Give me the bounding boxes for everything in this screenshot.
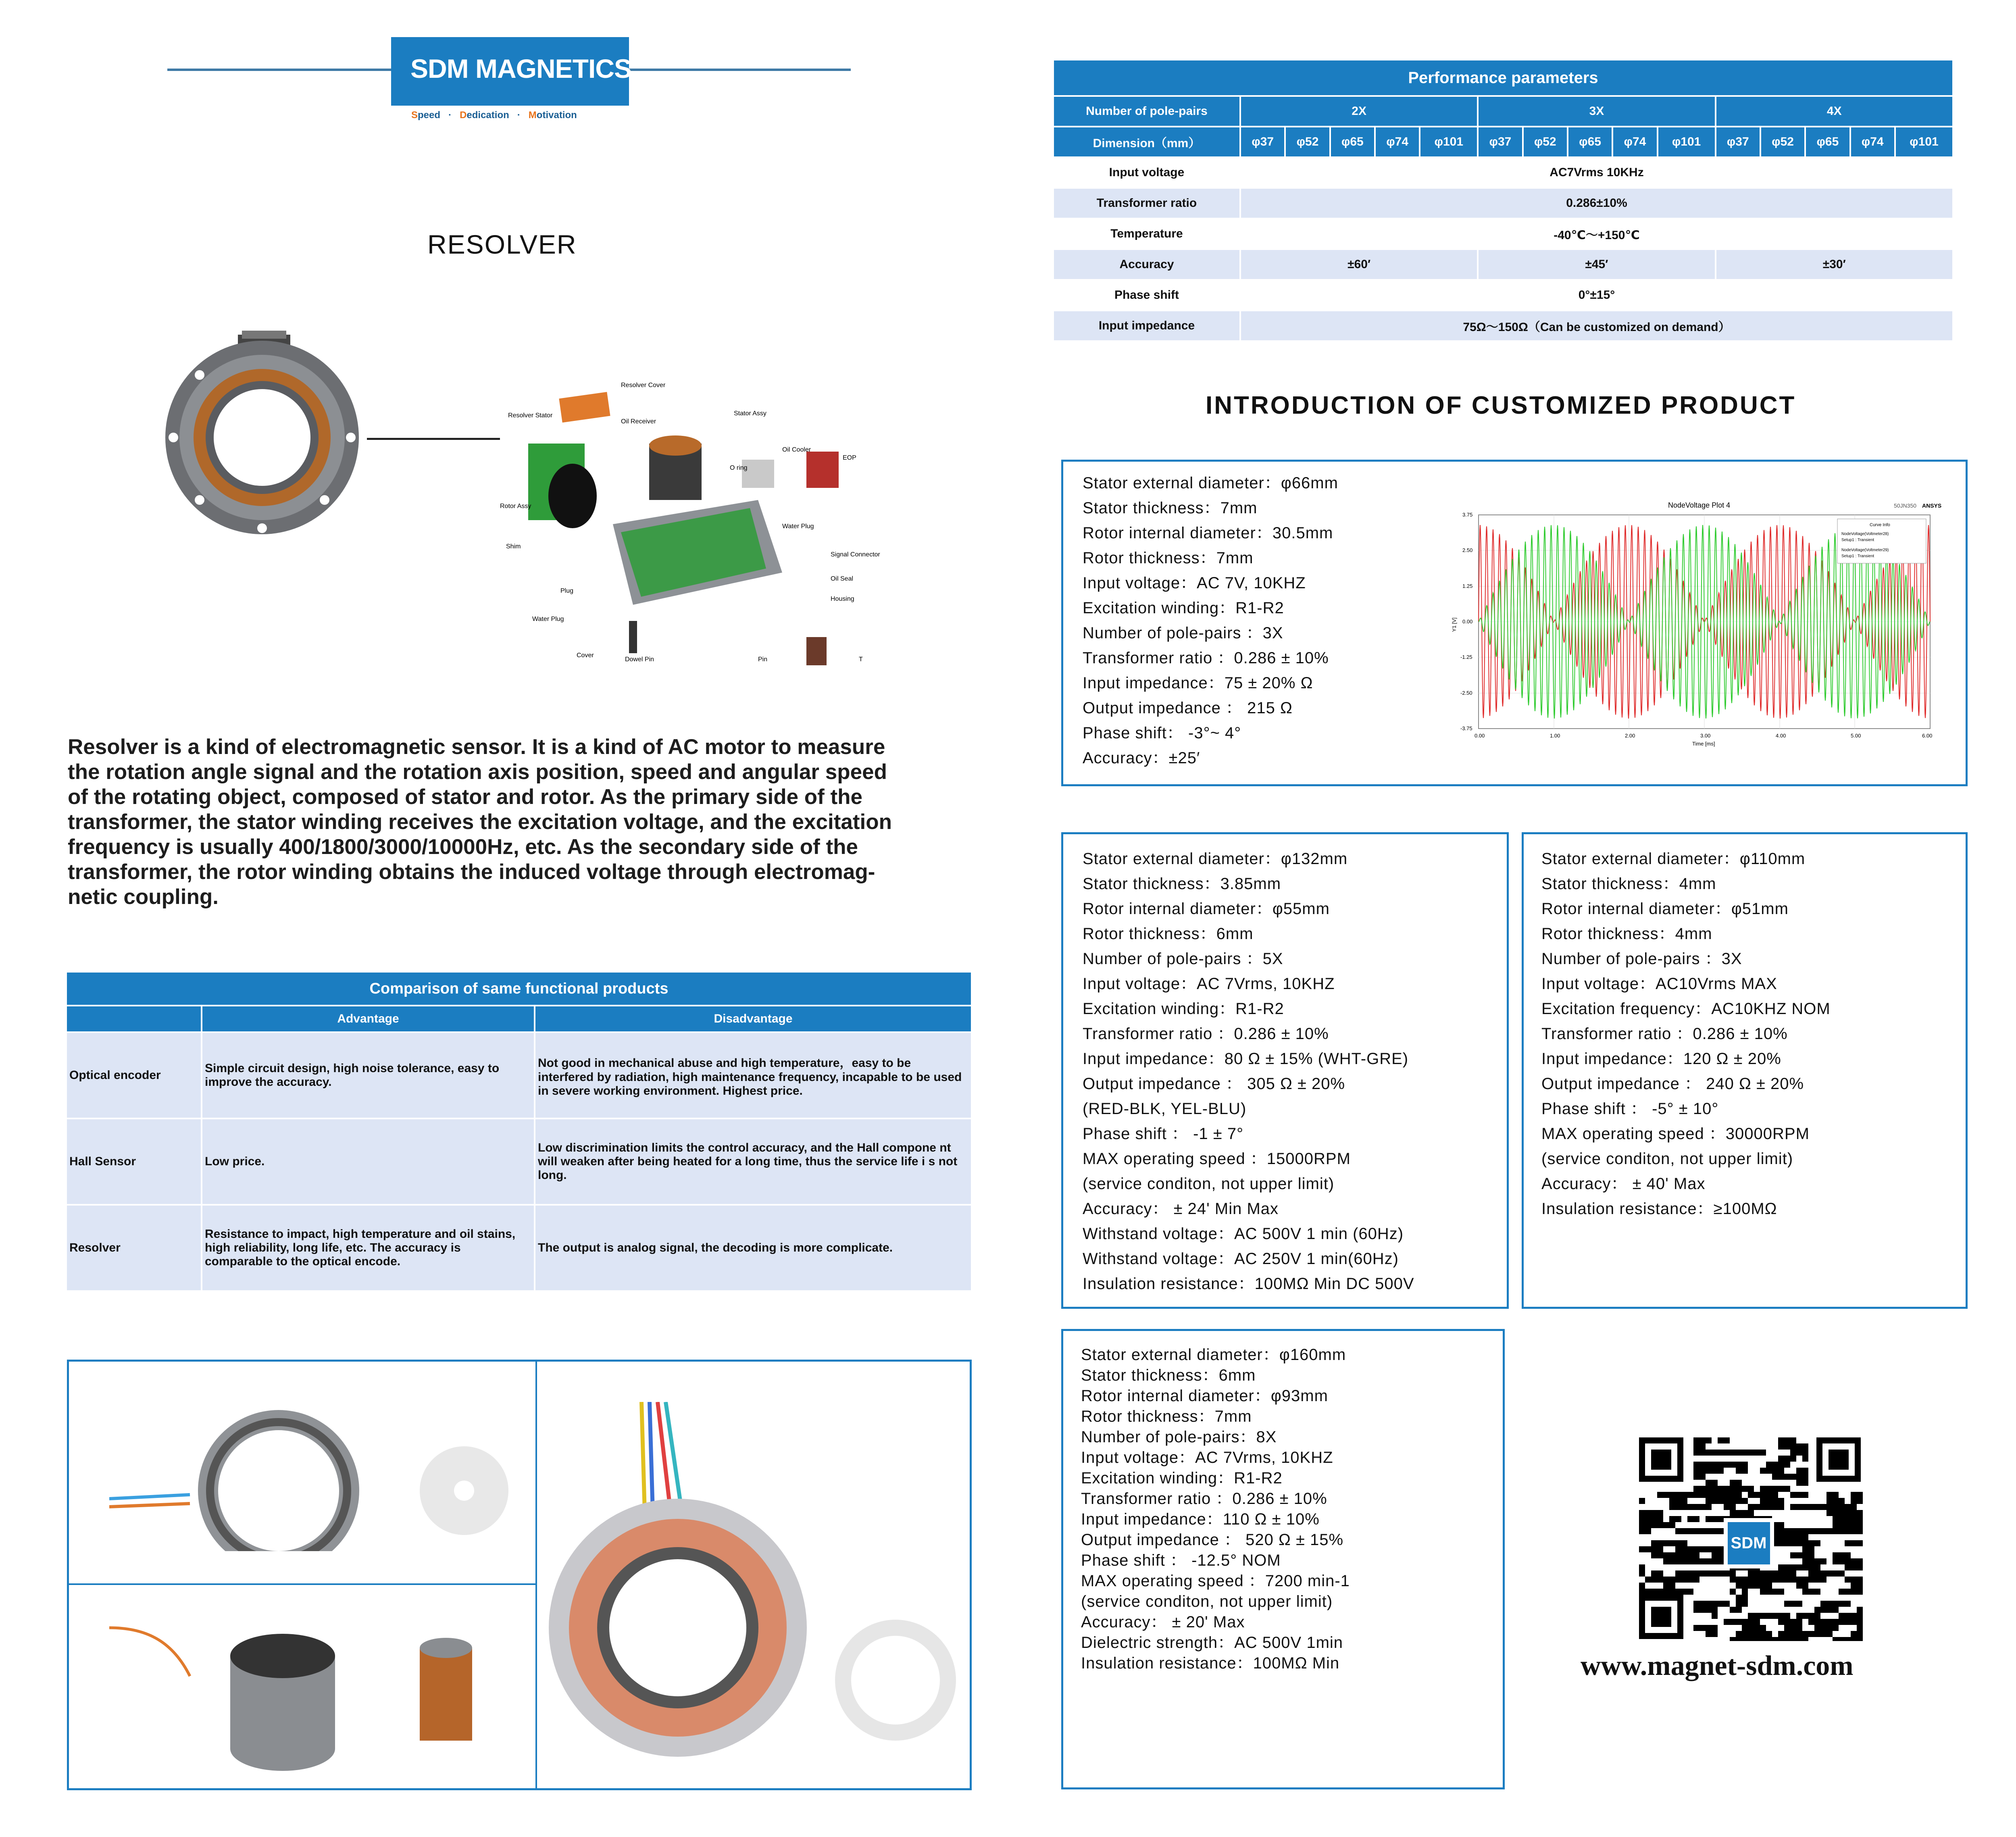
comparison-table: [65, 971, 973, 1292]
page-title: RESOLVER: [427, 229, 577, 259]
svg-text:4.00: 4.00: [1776, 733, 1786, 739]
comparison-title: Comparison of same functional products: [67, 973, 971, 1005]
diagram-label: Resolver Cover: [621, 382, 666, 389]
table-row: Hall Sensor Low price. Low discrimination limits the control accuracy, and the Hall compone nt will weaken after being heated for a long time, thus the service life i s not long.: [67, 1119, 971, 1204]
diagram-label: Oil Cooler: [782, 446, 811, 453]
qr-logo-text: SDM: [1731, 1534, 1767, 1552]
svg-text:2.00: 2.00: [1625, 733, 1635, 739]
svg-text:3.00: 3.00: [1700, 733, 1711, 739]
table-row: Phase shift 0°±15°: [1054, 281, 1952, 310]
col-disadvantage: Disadvantage: [535, 1006, 971, 1031]
svg-text:-1.25: -1.25: [1460, 654, 1472, 660]
product-3-specs: Stator external diameter：φ110mm Stator thickness：4mm Rotor internal diameter：φ51mm Rotor thickness：4mm Number of pole-pairs ：3X Input voltage：AC10Vrms MAX Excitation frequency：AC10KHZ NOM Transformer ratio ：0.286 ± 10% Input impedance：120 Ω ± 20% Output impedance ： 240 Ω ± 20% Phase shift ： -5° ± 10° MAX operating speed ：30000RPM (service conditon, not upper limit) Accuracy： ± 40' Max Insulation resistance：≥100MΩ: [1541, 850, 1831, 1218]
svg-text:-3.75: -3.75: [1460, 725, 1472, 731]
resolver-photo-3: [545, 1402, 964, 1765]
exploded-assembly-diagram: [500, 379, 883, 669]
table-row: Transformer ratio 0.286±10%: [1054, 189, 1952, 218]
svg-text:5.00: 5.00: [1851, 733, 1861, 739]
qr-code[interactable]: [1637, 1435, 1863, 1641]
svg-text:3.75: 3.75: [1462, 512, 1473, 518]
svg-text:Time [ms]: Time [ms]: [1692, 741, 1715, 747]
diagram-label: Water Plug: [532, 616, 564, 623]
svg-text:-2.50: -2.50: [1460, 690, 1472, 696]
svg-text:ANSYS: ANSYS: [1922, 502, 1942, 509]
table-row: Accuracy ±60′ ±45′ ±30′: [1054, 250, 1952, 279]
resolver-photo-2: [109, 1604, 512, 1773]
product-4-specs: Stator external diameter：φ160mm Stator thickness：6mm Rotor internal diameter：φ93mm Rotor thickness：7mm Number of pole-pairs：8X Input voltage：AC 7Vrms, 10KHZ Excitation winding：R1-R2 Transformer ratio ：0.286 ± 10% Input impedance：110 Ω ± 10% Output impedance ： 520 Ω ± 15% Phase shift ： -12.5° NOM MAX operating speed ：7200 min-1 (service conditon, not upper limit) Accuracy： ± 20' Max Dielectric strength：AC 500V 1min Insulation resistance：100MΩ Min: [1081, 1346, 1350, 1672]
diagram-label: Stator Assy: [734, 410, 766, 417]
product-card-2: [1061, 832, 1509, 1309]
svg-text:50JN350: 50JN350: [1894, 502, 1917, 509]
performance-table: Performance parameters Number of pole-pairs 2X 3X 4X Dimension（mm） φ37 φ52 φ65 φ74 φ101 φ37 φ52 φ65 φ74 φ101 φ37 φ52 φ65 φ74 φ101 Input voltage AC7Vrms 10KHz Transformer ratio 0.286±10% Temperature -40℃～+150℃ Accuracy ±60′ ±45′ ±30′ Phase shift 0°±15° Input impedance 75Ω～150Ω（Can be customized on demand）: [1052, 59, 1954, 342]
svg-text:1.00: 1.00: [1550, 733, 1560, 739]
svg-text:NodeVoltage(Voltmeter28): NodeVoltage(Voltmeter28): [1841, 532, 1889, 536]
diagram-label: Housing: [831, 596, 854, 602]
product-2-specs: Stator external diameter：φ132mm Stator thickness：3.85mm Rotor internal diameter：φ55mm Rotor thickness：6mm Number of pole-pairs ：5X Input voltage：AC 7Vrms, 10KHZ Excitation winding：R1-R2 Transformer ratio ：0.286 ± 10% Input impedance：80 Ω ± 15% (WHT-GRE) Output impedance ： 305 Ω ± 20% (RED-BLK, YEL-BLU) Phase shift ： -1 ± 7° MAX operating speed ：15000RPM (service conditon, not upper limit) Accuracy： ± 24' Min Max Withstand voltage：AC 500V 1 min (60Hz) Withstand voltage：AC 250V 1 min(60Hz) Insulation resistance：100MΩ Min DC 500V: [1083, 850, 1414, 1293]
svg-text:1.25: 1.25: [1462, 583, 1473, 589]
table-row: Optical encoder Simple circuit design, high noise tolerance, easy to improve the accuracy. Not good in mechanical abuse and high temperature，easy to be interfered by radiation, high maintenance frequency, incapable to be used in severe working environment. Highest price.: [67, 1033, 971, 1118]
diagram-label: Dowel Pin: [625, 656, 654, 663]
col-advantage: Advantage: [202, 1006, 534, 1031]
logo-line-right: [627, 69, 851, 71]
brand-name: SDM MAGNETICS: [410, 54, 631, 83]
plot-title: NodeVoltage Plot 4: [1668, 501, 1731, 509]
diagram-label: O ring: [730, 464, 748, 471]
diagram-label: Oil Seal: [831, 575, 854, 582]
svg-text:Setup1 : Transient: Setup1 : Transient: [1841, 554, 1874, 558]
voltage-plot: [1450, 499, 1942, 749]
logo-line-left: [167, 69, 393, 71]
product-1-specs: Stator external diameter：φ66mm Stator thickness：7mm Rotor internal diameter：30.5mm Rotor thickness：7mm Input voltage：AC 7V, 10KHZ Excitation winding：R1-R2 Number of pole-pairs ：3X Transformer ratio ：0.286 ± 10% Input impedance：75 ± 20% Ω Output impedance ： 215 Ω Phase shift： -3°~ 4° Accuracy：±25′: [1083, 474, 1338, 767]
diagram-label: Signal Connector: [831, 551, 880, 558]
diagram-label: Oil Receiver: [621, 418, 656, 425]
resolver-stator-image: [157, 331, 367, 540]
svg-text:Y1 [V]: Y1 [V]: [1451, 617, 1457, 632]
table-row: Input voltage AC7Vrms 10KHz: [1054, 158, 1952, 187]
brand-tagline: Speed · Dedication · Motivation: [411, 110, 577, 121]
performance-title: Performance parameters: [1054, 60, 1952, 95]
product-card-3: [1522, 832, 1968, 1309]
diagram-label: Resolver Stator: [508, 412, 553, 419]
resolver-photo-1: [109, 1398, 512, 1551]
diagram-label: EOP: [843, 454, 856, 461]
connector-line: [367, 438, 500, 440]
diagram-label: Rotor Assy: [500, 503, 531, 510]
resolver-description: Resolver is a kind of electromagnetic sensor. It is a kind of AC motor to measure the rotation angle signal and the rotation axis position, speed and angular speed of the rotating object, composed of stator and rotor. As the primary side of the transformer, the stator winding receives the excitation voltage, and the excitation frequency is usually 400/1800/3000/10000Hz, etc. As the secondary side of the transformer, the rotor winding obtains the induced voltage through electromag- netic coupling.: [68, 735, 892, 909]
svg-text:Curve Info: Curve Info: [1870, 523, 1890, 527]
table-row: Resolver Resistance to impact, high temperature and oil stains, high reliability, long life, etc. The accuracy is comparable to the optical encode. The output is analog signal, the decoding is more complicate.: [67, 1206, 971, 1290]
diagram-label: Plug: [560, 587, 574, 594]
diagram-label: Shim: [506, 543, 521, 550]
product-photo-grid: [67, 1360, 972, 1790]
section-heading: INTRODUCTION OF CUSTOMIZED PRODUCT: [1206, 392, 1796, 419]
website-link[interactable]: www.magnet-sdm.com: [1581, 1650, 1854, 1681]
diagram-label: Cover: [577, 652, 594, 659]
svg-text:6.00: 6.00: [1922, 733, 1933, 739]
svg-text:NodeVoltage(Voltmeter29): NodeVoltage(Voltmeter29): [1841, 548, 1889, 552]
diagram-label: Water Plug: [782, 523, 814, 530]
table-row: Temperature -40℃～+150℃: [1054, 219, 1952, 248]
brand-logo: [391, 37, 629, 106]
diagram-label: T: [859, 656, 863, 663]
diagram-label: Pin: [758, 656, 768, 663]
svg-text:0.00: 0.00: [1475, 733, 1485, 739]
svg-text:Setup1 : Transient: Setup1 : Transient: [1841, 538, 1874, 542]
svg-text:0.00: 0.00: [1462, 619, 1473, 625]
product-card-1: [1061, 460, 1968, 786]
svg-text:2.50: 2.50: [1462, 547, 1473, 553]
product-card-4: [1061, 1329, 1505, 1789]
table-row: Input impedance 75Ω～150Ω（Can be customized on demand）: [1054, 311, 1952, 340]
